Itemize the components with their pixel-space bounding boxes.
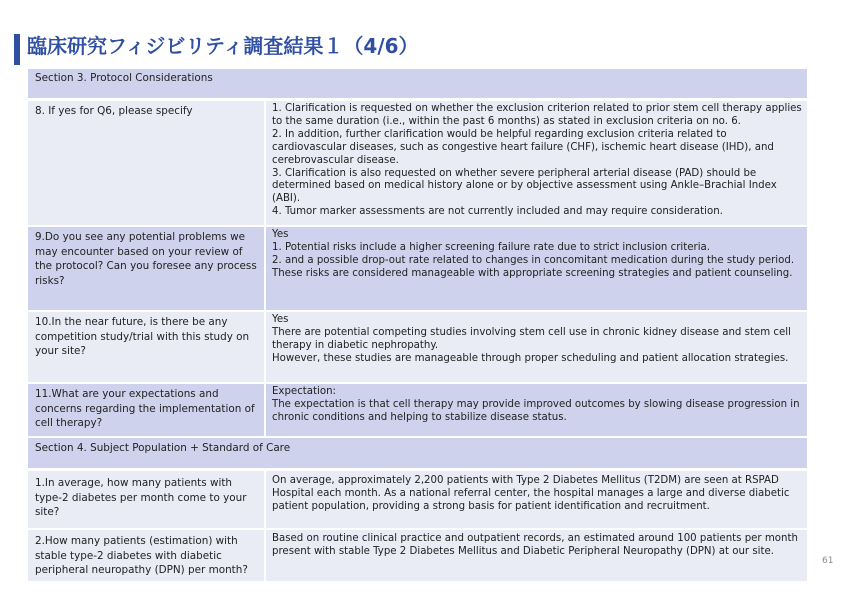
feasibility-table bbox=[28, 69, 807, 583]
question-cell: 1.In average, how many patients with type-2 diabetes per month come to your site? bbox=[28, 471, 266, 528]
answer-line: These risks are considered manageable with appropriate screening strategies and patient counseling. bbox=[272, 267, 793, 279]
question-cell: 8. If yes for Q6, please specify bbox=[28, 101, 266, 225]
table-row bbox=[28, 101, 807, 225]
answer-cell bbox=[266, 530, 807, 581]
page-title: 臨床研究フィジビリティ調査結果１（4/6） bbox=[27, 34, 419, 58]
answer-line: Expectation: bbox=[272, 386, 336, 397]
page-number: 61 bbox=[822, 556, 834, 566]
answer-line: The expectation is that cell therapy may provide improved outcomes by slowing disease progression in chronic conditions and helping to stabilize disease status. bbox=[272, 398, 800, 423]
answer-line: On average, approximately 2,200 patients with Type 2 Diabetes Mellitus (T2DM) are seen at RSPAD Hospital each month. As a national referral center, the hospital manages a large and diverse diabetic patient population, providing a strong basis for patient identification and recruitment. bbox=[272, 475, 790, 512]
answer-line: 2. and a possible drop-out rate related to changes in concomitant medication during the study period. bbox=[272, 254, 795, 266]
answer-line: 4. Tumor marker assessments are not currently included and may require consideration. bbox=[272, 206, 723, 218]
question-cell: 10.In the near future, is there be any competition study/trial with this study on your site? bbox=[28, 312, 266, 382]
answer-line: There are potential competing studies involving stem cell use in chronic kidney disease and stem cell therapy in diabetic nephropathy. bbox=[272, 326, 791, 351]
answer-line: Based on routine clinical practice and outpatient records, an estimated around 100 patients per month present with stable Type 2 Diabetes Mellitus and Diabetic Peripheral Neuropathy (DPN) at our site. bbox=[272, 533, 798, 557]
answer-cell bbox=[266, 384, 807, 436]
table-row bbox=[28, 384, 807, 436]
table-row bbox=[28, 227, 807, 310]
answer-cell bbox=[266, 101, 807, 225]
table-row bbox=[28, 312, 807, 382]
question-cell: 2.How many patients (estimation) with stable type-2 diabetes with diabetic peripheral neuropathy (DPN) per month? bbox=[28, 530, 266, 581]
answer-cell bbox=[266, 471, 807, 528]
answer-line: 1. Potential risks include a higher screening failure rate due to strict inclusion criteria. bbox=[272, 241, 711, 253]
answer-line: Yes bbox=[272, 229, 289, 240]
answer-line: 2. In addition, further clarification would be helpful regarding exclusion criteria related to cardiovascular diseases, such as congestive heart failure (CHF), ischemic heart disease (IHD), and cerebrovascular disease. bbox=[272, 128, 774, 166]
section-4-header: Section 4. Subject Population + Standard of Care bbox=[28, 438, 807, 469]
table-row bbox=[28, 530, 807, 581]
answer-cell bbox=[266, 227, 807, 310]
answer-line: However, these studies are manageable through proper scheduling and patient allocation strategies. bbox=[272, 352, 789, 364]
answer-cell bbox=[266, 312, 807, 382]
table-row bbox=[28, 471, 807, 528]
section-3-header: Section 3. Protocol Considerations bbox=[28, 69, 807, 99]
answer-line: Yes bbox=[272, 314, 289, 325]
answer-line: 1. Clarification is requested on whether the exclusion criterion related to prior stem cell therapy applies to the same duration (i.e., within the past 6 months) as stated in exclusion criteria on no. 6. bbox=[272, 103, 802, 127]
answer-line: 3. Clarification is also requested on whether severe peripheral arterial disease (PAD) should be determined based on medical history alone or by objective assessment using Ankle–Brachial Index (ABI). bbox=[272, 167, 777, 205]
question-cell: 11.What are your expectations and concerns regarding the implementation of cell therapy? bbox=[28, 384, 266, 436]
question-cell: 9.Do you see any potential problems we may encounter based on your review of the protocol? Can you foresee any process risks? bbox=[28, 227, 266, 310]
title-accent-bar bbox=[14, 34, 20, 65]
